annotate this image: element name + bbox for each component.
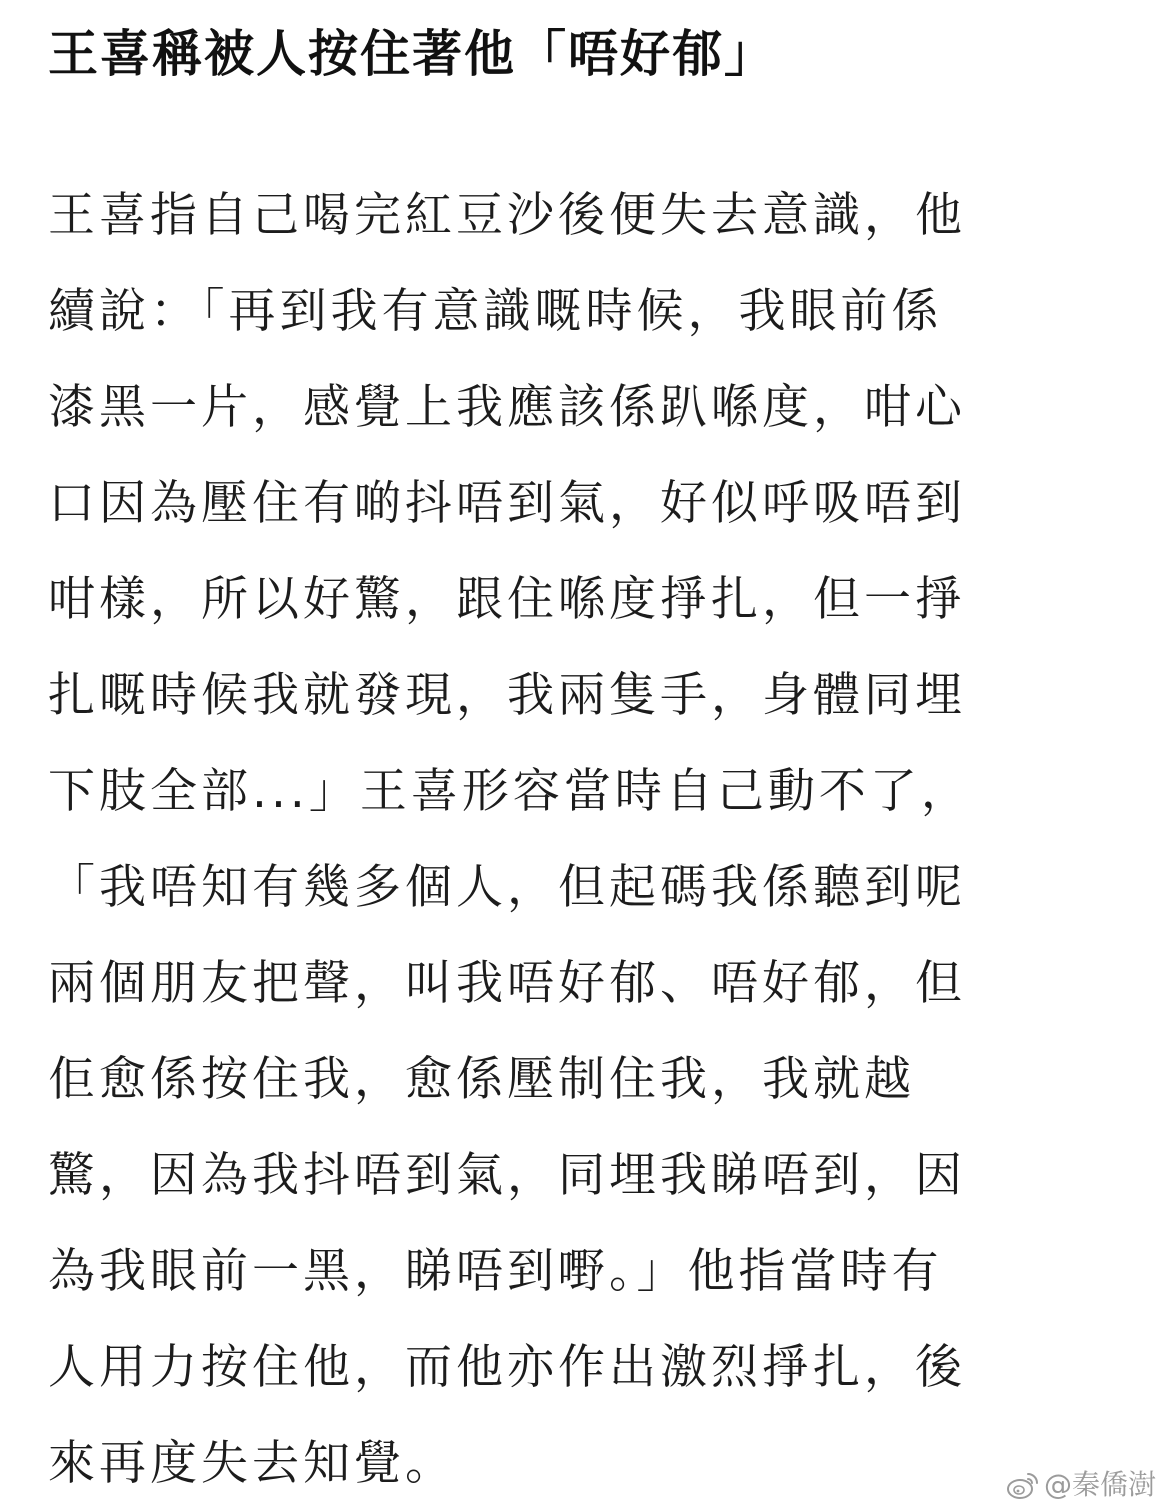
body-line: 為我眼前一黑，睇唔到嘢。」他指當時有 xyxy=(48,1244,943,1299)
article-headline: 王喜稱被人按住著他「唔好郁」 xyxy=(48,25,776,83)
body-line: 兩個朋友把聲，叫我唔好郁、唔好郁，但 xyxy=(48,956,966,1011)
body-line: 咁樣，所以好驚，跟住喺度掙扎，但一掙 xyxy=(48,572,966,627)
body-line: 口因為壓住有啲抖唔到氣，好似呼吸唔到 xyxy=(48,476,966,531)
body-line: 王喜指自己喝完紅豆沙後便失去意識，他 xyxy=(48,188,966,243)
article-body xyxy=(48,168,1128,1512)
body-line: 漆黑一片，感覺上我應該係趴喺度，咁心 xyxy=(48,380,966,435)
weibo-watermark xyxy=(1006,1468,1156,1502)
body-line: 驚，因為我抖唔到氣，同埋我睇唔到，因 xyxy=(48,1148,966,1203)
watermark-handle: @秦僑澍 xyxy=(1043,1468,1156,1501)
weibo-icon xyxy=(1006,1470,1040,1500)
body-line: 來再度失去知覺。 xyxy=(48,1436,456,1491)
body-line: 扎嘅時候我就發現，我兩隻手，身體同埋 xyxy=(48,668,966,723)
body-line: 續說：「再到我有意識嘅時候，我眼前係 xyxy=(48,284,943,339)
body-line: 「我唔知有幾多個人，但起碼我係聽到呢 xyxy=(48,860,966,915)
body-line: 人用力按住他，而他亦作出激烈掙扎，後 xyxy=(48,1340,966,1395)
body-line: 佢愈係按住我，愈係壓制住我，我就越 xyxy=(48,1052,915,1107)
body-line: 下肢全部...」王喜形容當時自己動不了， xyxy=(48,764,972,819)
